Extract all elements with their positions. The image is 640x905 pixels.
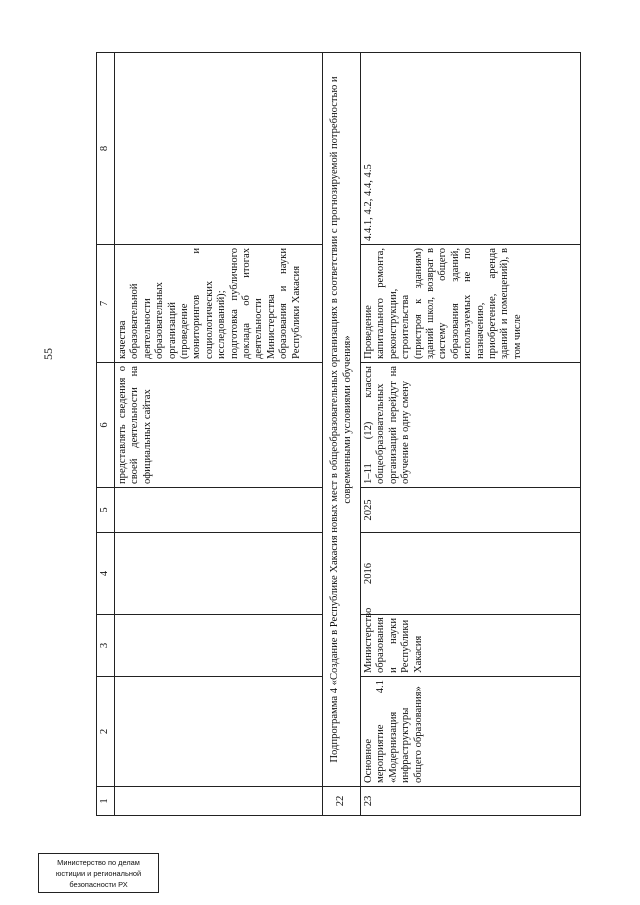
- table-cell: представлять сведения о своей деятельности на официальных сайтах: [115, 363, 323, 488]
- column-header: 1: [97, 787, 115, 816]
- end-year: 2025: [361, 488, 581, 533]
- program-table: [96, 52, 581, 816]
- stamp-line: юстиции и региональной: [55, 869, 142, 878]
- table-cell: качества образовательной деятельности образовательных организаций (проведение мониторингов и социологических исследований); подготовка публичного доклада об итогах деятельности Министерства образования и науки Республики Хакасия: [115, 245, 323, 363]
- column-header: 6: [97, 363, 115, 488]
- table-cell: [115, 533, 323, 615]
- start-year: 2016: [361, 533, 581, 615]
- table-row: [115, 53, 323, 816]
- table-row: [361, 53, 581, 816]
- rotated-table-container: [96, 53, 580, 816]
- table-cell: [115, 615, 323, 677]
- subprogram-title: Подпрограмма 4 «Создание в Республике Хакасия новых мест в общеобразовательных организациях в соответствии с прогнозируемой потребностью и современными условиями обучения»: [323, 53, 361, 787]
- column-header: 3: [97, 615, 115, 677]
- column-header: 8: [97, 53, 115, 245]
- ministry-stamp: [38, 853, 159, 893]
- page-number: 55: [41, 348, 55, 360]
- column-header: 7: [97, 245, 115, 363]
- table-cell: [115, 53, 323, 245]
- row-number: 23: [361, 787, 581, 816]
- row-number: 22: [323, 787, 361, 816]
- measure-executor: Министерство образования и науки Республики Хакасия: [361, 615, 581, 677]
- stamp-line: безопасности РХ: [69, 880, 128, 889]
- column-header: 5: [97, 488, 115, 533]
- measure-activities: Проведение капитального ремонта, реконструкции, строительства (пристроя к зданиям) зданий школ, возврат в систему общего образования зданий, используемых не по назначению, приобретение, аренда зданий и помещений), в том числе: [361, 245, 581, 363]
- column-number-row: [97, 53, 115, 816]
- table-cell: [115, 677, 323, 787]
- measure-indicators: 4.4.1, 4.2, 4.4, 4.5: [361, 53, 581, 245]
- stamp-line: Министерство по делам: [57, 858, 140, 867]
- measure-result: 1–11 (12) классы общеобразовательных организаций перейдут на обучение в одну смену: [361, 363, 581, 488]
- table-cell: [115, 488, 323, 533]
- measure-name: Основное мероприятие 4.1 «Модернизация инфраструктуры общего образования»: [361, 677, 581, 787]
- column-header: 2: [97, 677, 115, 787]
- subprogram-row: [323, 53, 361, 816]
- table-cell: [115, 787, 323, 816]
- column-header: 4: [97, 533, 115, 615]
